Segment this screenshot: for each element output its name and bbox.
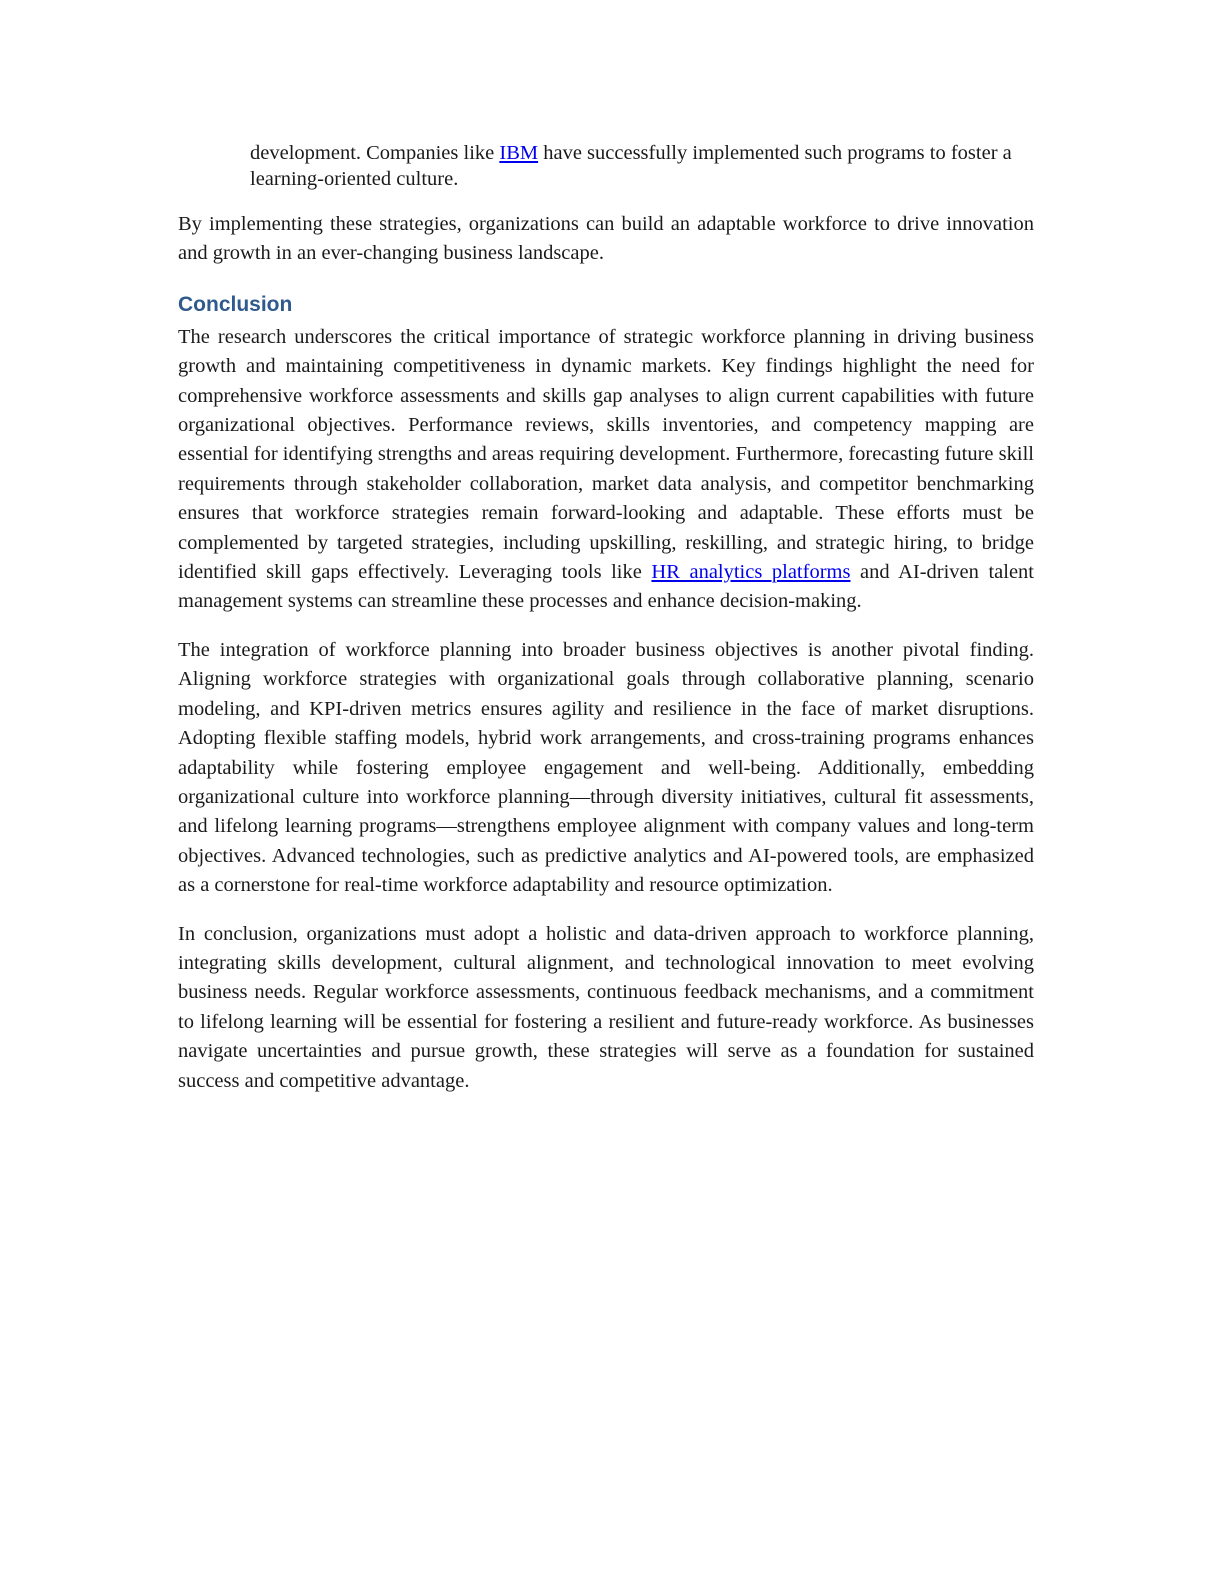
list-text-before-link: development. Companies like: [250, 142, 500, 164]
list-text-after-link: have successfully implemented such programs to foster a learning-oriented culture.: [250, 142, 1012, 190]
list-item-continuation: [250, 140, 1034, 192]
conclusion-paragraph-1: [178, 323, 1034, 617]
ibm-link[interactable]: IBM: [499, 142, 539, 164]
paragraph-1-text-before-link: The research underscores the critical importance of strategic workforce planning in driving business growth and maintaining competitiveness in dynamic markets. Key findings highlight the need for comprehensive workforce assessments and skills gap analyses to align current capabilities with future organizational objectives. Performance reviews, skills inventories, and competency mapping are essential for identifying strengths and areas requiring development. Furthermore, forecasting future skill requirements through stakeholder collaboration, market data analysis, and competitor benchmarking ensures that workforce strategies remain forward-looking and adaptable. These efforts must be complemented by targeted strategies, including upskilling, reskilling, and strategic hiring, to bridge identified skill gaps effectively. Leveraging tools like: [178, 325, 1034, 584]
document-page: [178, 140, 1034, 1096]
paragraph-1-text-after-link: and AI-driven talent management systems can streamline these processes and enhance decision-making.: [178, 561, 1034, 613]
intro-closing-paragraph: By implementing these strategies, organizations can build an adaptable workforce to drive innovation and growth in an ever-changing business landscape.: [178, 213, 1034, 265]
hr-analytics-platforms-link[interactable]: HR analytics platforms: [651, 561, 851, 584]
conclusion-paragraph-3: In conclusion, organizations must adopt a holistic and data-driven approach to workforce planning, integrating skills development, cultural alignment, and technological innovation to meet evolving business needs. Regular workforce assessments, continuous feedback mechanisms, and a commitment to lifelong learning will be essential for fostering a resilient and future-ready workforce. As businesses navigate uncertainties and pursue growth, these strategies will serve as a foundation for sustained success and competitive advantage.: [178, 922, 1034, 1092]
conclusion-heading: Conclusion: [178, 292, 293, 316]
conclusion-paragraph-2: The integration of workforce planning into broader business objectives is another pivotal finding. Aligning workforce strategies with organizational goals through collaborative planning, scenario modeling, and KPI-driven metrics ensures agility and resilience in the face of market disruptions. Adopting flexible staffing models, hybrid work arrangements, and cross-training programs enhances adaptability while fostering employee engagement and well-being. Additionally, embedding organizational culture into workforce planning—through diversity initiatives, cultural fit assessments, and lifelong learning programs—strengthens employee alignment with company values and long-term objectives. Advanced technologies, such as predictive analytics and AI-powered tools, are emphasized as a cornerstone for real-time workforce adaptability and resource optimization.: [178, 638, 1034, 897]
